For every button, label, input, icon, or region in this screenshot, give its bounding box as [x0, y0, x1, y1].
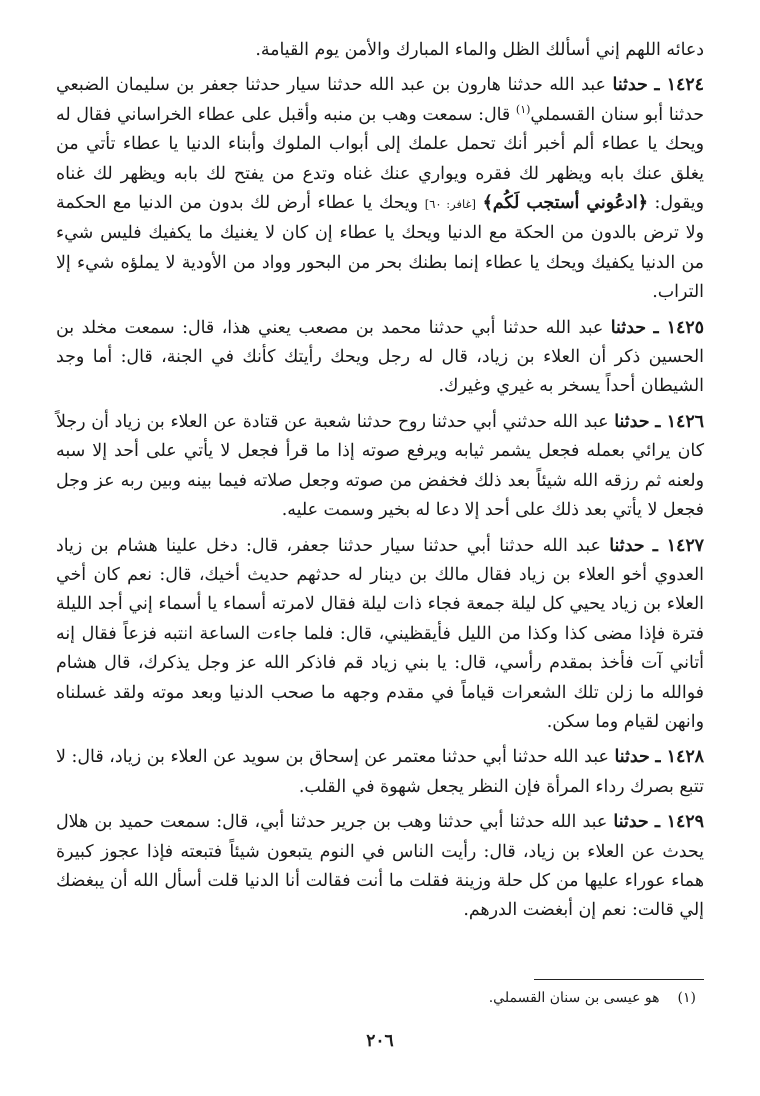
hadith-1427 [56, 532, 704, 738]
hadith-head-word: حدثنا [610, 317, 646, 338]
main-text [56, 36, 704, 926]
hadith-text: عبد الله حدثنا أبي حدثنا محمد بن مصعب يعني هذا، قال: سمعت مخلد بن الحسين ذكر أن العلاء بن زياد، قال له رجل ويحك رأيتك كأنك في الجنة، قال: أما وجد الشيطان أحداً يسخر به غيري وغيرك. [56, 317, 704, 397]
hadith-head-word: حدثنا [614, 747, 650, 768]
hadith-number: ١٤٢٨ ـ [655, 747, 705, 768]
footnote-marker: (١) [677, 990, 696, 1006]
hadith-head-word: حدثنا [614, 411, 650, 432]
footnote-text: هو عيسى بن سنان القسملي. [488, 990, 660, 1006]
hadith-text: عبد الله حدثنا أبي حدثنا معتمر عن إسحاق بن سويد عن العلاء بن زياد، قال: لا تتبع بصرك رداء المرأة فإن النظر يجعل شهوة في القلب. [56, 747, 704, 797]
hadith-text: عبد الله حدثنا أبي حدثنا سيار حدثنا جعفر، قال: دخل علينا هشام بن زياد العدوي أخو العلاء بن زياد فقال مالك بن دينار له حدثهم حديث أخيك، قال: نعم كان أخي العلاء بن زياد يحيي كل ليلة جمعة فجاء ذات ليلة فقال لامرته أسماء يا أسماء إني أجد الليلة فترة فإذا مضى كذا وكذا من الليل فأيقظيني، قال: فلما جاءت الساعة انتبه فزعاً فقال إنه أتاني آت فأخذ بمقدم رأسي، قال: يا بني زياد قم فاذكر الله عز وجل يذكرك، قال هشام فوالله ما زلن تلك الشعرات قياماً في مقدم وجهه ما صحب الدنيا وبعد موته ولقد غسلناه وانهن لقيام وما سكن. [56, 535, 704, 732]
quran-verse: ﴿ادعُوني أستجب لَكُم﴾ [482, 193, 648, 214]
hadith-number: ١٤٢٧ ـ [652, 535, 705, 556]
hadith-text: عبد الله حدثني أبي حدثنا روح حدثنا شعبة عن قتادة عن العلاء بن زياد أن رجلاً كان يرائي بعمله فجعل يشمر ثيابه ويرفع صوته إذا ما قرأ فجعل لا يأتي على أحد إلا سبه ولعنه ثم رزقه الله شيئاً بعد ذلك فخفض من صوته وجعل صلاته فيما بينه وبين ربه عز وجل فجعل لا يأتي بعد ذلك على أحد إلا دعا له بخير وسمت عليه. [56, 411, 704, 521]
intro-line: دعائه اللهم إني أسألك الظل والماء المبارك والأمن يوم القيامة. [255, 40, 704, 60]
hadith-head-word: حدثنا [609, 535, 645, 556]
hadith-1424 [56, 71, 704, 307]
footnote [489, 987, 696, 1009]
hadith-number: ١٤٢٦ ـ [655, 411, 705, 432]
hadith-text: ويحك يا عطاء أرض لك بدون من الدنيا مع الحكمة ولا ترض بالدون من الحكة مع الدنيا ويحك يا عطاء إن كان لا يغنيك ما يكفيك فليس شيء من الدنيا يكفيك ويحك يا عطاء إنما بطنك بحر من البحور وواد من الأودية لا يملؤه شيء إلا التراب. [56, 193, 704, 303]
footnote-reference: (١) [515, 103, 531, 117]
book-page [56, 36, 704, 1066]
hadith-number: ١٤٢٩ ـ [654, 812, 704, 833]
hadith-1429 [56, 808, 704, 926]
hadith-text: قال: سمعت وهب بن منبه وأقبل على عطاء الخراساني فقال له ويحك يا عطاء ألم أخبر أنك تحمل علمك إلى أبواب الملوك وأبناء الدنيا يا عطاء تأتي من يغلق عنك بابه ويظهر لك فقره ويواري عنك غناه وتدع من يفتح لك بابه ويظهر لك غناه ويقول: [56, 104, 704, 214]
page-number: ٢٠٦ [366, 1031, 394, 1051]
hadith-1426 [56, 408, 704, 526]
hadith-head-word: حدثنا [612, 75, 648, 96]
hadith-1428 [56, 743, 704, 802]
footnote-divider [534, 979, 704, 980]
hadith-1425 [56, 314, 704, 402]
hadith-number: ١٤٢٤ ـ [654, 75, 704, 96]
hadith-text: عبد الله حدثنا هارون بن عبد الله حدثنا سيار حدثنا جعفر بن سليمان الضبعي حدثنا أبو سنان القسملي [56, 75, 704, 125]
hadith-number: ١٤٢٥ ـ [653, 317, 704, 338]
verse-citation: [غافر: ٦٠] [424, 197, 476, 212]
hadith-text: عبد الله حدثنا أبي حدثنا وهب بن جرير حدثنا أبي، قال: سمعت حميد بن هلال يحدث عن العلاء بن زياد، قال: رأيت الناس في النوم يتبعون شيئاً فتبعته فإذا عجوز كبيرة هماء عوراء عليها من كل حلة وزينة فقلت ما أنت فقالت أنا الدنيا قلت أسأل الله أن يبغضك إلي قالت: نعم إن أبغضت الدرهم. [56, 812, 704, 921]
hadith-head-word: حدثنا [613, 812, 649, 833]
